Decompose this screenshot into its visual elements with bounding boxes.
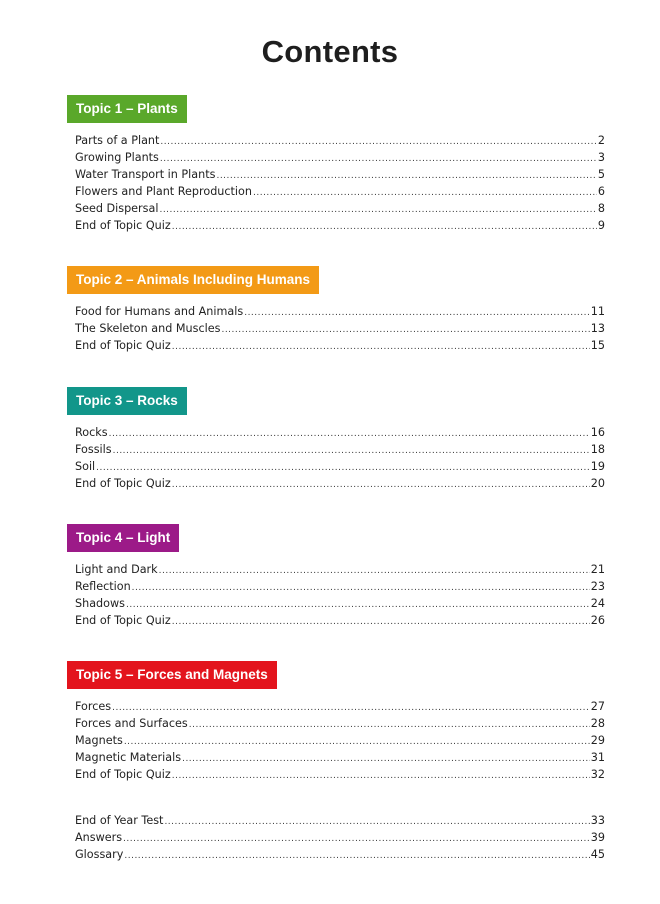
toc-entry-label: End of Topic Quiz [75, 339, 171, 352]
leader-dots [160, 151, 597, 168]
toc-entry[interactable] [75, 578, 605, 595]
toc-entry[interactable] [75, 441, 605, 458]
leader-dots [113, 443, 590, 460]
toc-entry-page: 16 [590, 426, 605, 439]
topic-3-heading[interactable]: Topic 3 – Rocks [67, 387, 187, 415]
topic-2-section [67, 266, 605, 354]
toc-entry-label: Parts of a Plant [75, 134, 160, 147]
leader-dots [189, 717, 590, 734]
toc-entry[interactable] [75, 749, 605, 766]
leader-dots [172, 614, 590, 631]
toc-entry-page: 29 [590, 734, 605, 747]
topic-2-entries [67, 303, 605, 354]
toc-entry-page: 8 [597, 202, 605, 215]
toc-entry[interactable] [75, 612, 605, 629]
toc-entry-label: Magnetic Materials [75, 751, 182, 764]
toc-entry[interactable] [75, 561, 605, 578]
toc-entry[interactable] [75, 766, 605, 783]
topic-3-section [67, 387, 605, 492]
toc-entry-label: End of Topic Quiz [75, 768, 171, 781]
toc-entry[interactable] [75, 732, 605, 749]
topic-3-entries [67, 424, 605, 492]
toc-entry[interactable] [75, 458, 605, 475]
toc-entry-page: 2 [597, 134, 605, 147]
toc-entry-label: Water Transport in Plants [75, 168, 216, 181]
toc-entry-label: Glossary [75, 848, 124, 861]
leader-dots [172, 477, 590, 494]
toc-entry-label: Answers [75, 831, 123, 844]
toc-entry-page: 3 [597, 151, 605, 164]
toc-entry-page: 9 [597, 219, 605, 232]
toc-entry-label: Fossils [75, 443, 112, 456]
toc-entry[interactable] [75, 303, 605, 320]
toc-entry-page: 33 [590, 814, 605, 827]
toc-entry-label: Forces [75, 700, 112, 713]
topic-4-heading[interactable]: Topic 4 – Light [67, 524, 179, 552]
final-entries [75, 812, 605, 863]
toc-entry[interactable] [75, 846, 605, 863]
leader-dots [124, 734, 590, 751]
leader-dots [159, 202, 596, 219]
toc-entry-label: Reflection [75, 580, 131, 593]
toc-entry[interactable] [75, 475, 605, 492]
toc-entry-label: Seed Dispersal [75, 202, 159, 215]
toc-entry-page: 39 [590, 831, 605, 844]
leader-dots [172, 768, 590, 785]
toc-entry-label: The Skeleton and Muscles [75, 322, 221, 335]
leader-dots [124, 848, 589, 865]
toc-entry-page: 11 [590, 305, 605, 318]
toc-entry[interactable] [75, 217, 605, 234]
leader-dots [172, 219, 597, 236]
toc-entry-page: 27 [590, 700, 605, 713]
topic-1-section [67, 95, 605, 234]
toc-entry-label: End of Topic Quiz [75, 219, 171, 232]
leader-dots [126, 597, 590, 614]
toc-entry-page: 5 [597, 168, 605, 181]
toc-entry[interactable] [75, 149, 605, 166]
topic-4-section [67, 524, 605, 629]
toc-entry-page: 20 [590, 477, 605, 490]
leader-dots [216, 168, 596, 185]
toc-entry-page: 26 [590, 614, 605, 627]
toc-entry-label: Magnets [75, 734, 123, 747]
leader-dots [160, 134, 596, 151]
toc-entry-page: 15 [590, 339, 605, 352]
toc-entry-page: 23 [590, 580, 605, 593]
toc-entry-page: 24 [590, 597, 605, 610]
leader-dots [159, 563, 590, 580]
topic-2-heading[interactable]: Topic 2 – Animals Including Humans [67, 266, 319, 294]
leader-dots [164, 814, 589, 831]
toc-entry-label: End of Topic Quiz [75, 614, 171, 627]
toc-entry-label: Food for Humans and Animals [75, 305, 244, 318]
toc-entry[interactable] [75, 183, 605, 200]
toc-entry-page: 32 [590, 768, 605, 781]
toc-entry-label: Growing Plants [75, 151, 159, 164]
leader-dots [182, 751, 590, 768]
toc-entry[interactable] [75, 424, 605, 441]
topic-5-heading[interactable]: Topic 5 – Forces and Magnets [67, 661, 277, 689]
toc-entry-label: Rocks [75, 426, 108, 439]
toc-entry-label: Forces and Surfaces [75, 717, 188, 730]
toc-entry-label: Light and Dark [75, 563, 158, 576]
toc-entry[interactable] [75, 337, 605, 354]
toc-entry-label: Shadows [75, 597, 125, 610]
toc-entry-page: 21 [590, 563, 605, 576]
toc-entry-page: 28 [590, 717, 605, 730]
leader-dots [221, 322, 589, 339]
topic-5-entries [67, 698, 605, 783]
leader-dots [123, 831, 590, 848]
toc-entry-label: Flowers and Plant Reproduction [75, 185, 252, 198]
topic-1-entries [67, 132, 605, 234]
topic-1-heading[interactable]: Topic 1 – Plants [67, 95, 187, 123]
toc-entry[interactable] [75, 829, 605, 846]
toc-entry[interactable] [75, 320, 605, 337]
toc-entry[interactable] [75, 595, 605, 612]
topic-5-section [67, 661, 605, 783]
toc-entry-label: Soil [75, 460, 96, 473]
toc-entry-label: End of Topic Quiz [75, 477, 171, 490]
toc-entry-page: 13 [590, 322, 605, 335]
toc-entry-page: 31 [590, 751, 605, 764]
toc-entry[interactable] [75, 132, 605, 149]
toc-entry[interactable] [75, 715, 605, 732]
leader-dots [253, 185, 597, 202]
toc-entry[interactable] [75, 166, 605, 183]
toc-entry[interactable] [75, 200, 605, 217]
toc-entry-page: 6 [597, 185, 605, 198]
toc-entry-page: 45 [590, 848, 605, 861]
toc-entry[interactable] [75, 812, 605, 829]
topic-4-entries [67, 561, 605, 629]
toc-entry-label: End of Year Test [75, 814, 164, 827]
leader-dots [109, 426, 590, 443]
leader-dots [172, 339, 590, 356]
leader-dots [132, 580, 590, 597]
leader-dots [244, 305, 590, 322]
toc-entry[interactable] [75, 698, 605, 715]
toc-entry-page: 19 [590, 460, 605, 473]
toc-entry-page: 18 [590, 443, 605, 456]
page-title: Contents [261, 34, 399, 69]
